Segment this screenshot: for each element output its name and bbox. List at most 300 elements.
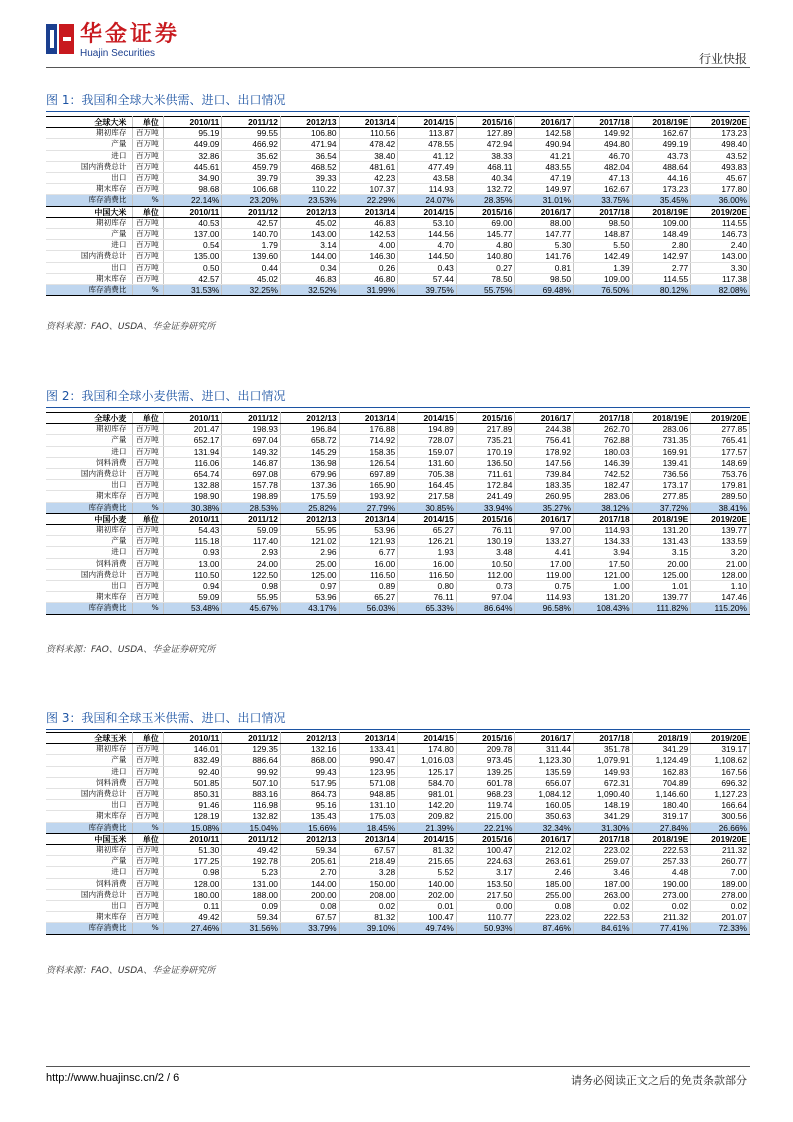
value-cell: 162.67 — [574, 184, 633, 195]
value-cell: 0.08 — [280, 901, 339, 912]
value-cell: 117.38 — [691, 273, 750, 284]
value-cell: 2013/14 — [339, 413, 398, 424]
unit-cell: 百万吨 — [133, 435, 163, 446]
value-cell: 177.25 — [163, 856, 222, 867]
value-cell: 2016/17 — [515, 206, 574, 217]
value-cell: 98.50 — [574, 217, 633, 228]
row-label: 进口 — [46, 150, 133, 161]
value-cell: 2018/19E — [632, 833, 691, 844]
value-cell: 38.12% — [574, 502, 633, 513]
figure-top-rule — [46, 111, 750, 112]
value-cell: 217.58 — [398, 491, 457, 502]
value-cell: 2010/11 — [163, 117, 222, 128]
value-cell: 109.00 — [632, 217, 691, 228]
value-cell: 130.19 — [456, 536, 515, 547]
value-cell: 139.60 — [222, 251, 281, 262]
value-cell: 159.07 — [398, 446, 457, 457]
value-cell: 948.85 — [339, 789, 398, 800]
value-cell: 1.10 — [691, 581, 750, 592]
value-cell: 139.41 — [632, 457, 691, 468]
value-cell: 46.80 — [339, 273, 398, 284]
table-header-row — [46, 513, 750, 524]
value-cell: 202.00 — [398, 889, 457, 900]
value-cell: 2018/19E — [632, 206, 691, 217]
value-cell: 133.59 — [691, 536, 750, 547]
unit-cell: 百万吨 — [133, 901, 163, 912]
value-cell: 136.50 — [456, 457, 515, 468]
value-cell: 679.96 — [280, 469, 339, 480]
table-row — [46, 592, 750, 603]
value-cell: 144.50 — [398, 251, 457, 262]
value-cell: 15.08% — [163, 822, 222, 833]
value-cell: 658.72 — [280, 435, 339, 446]
value-cell: 0.54 — [163, 240, 222, 251]
value-cell: 5.52 — [398, 867, 457, 878]
value-cell: 990.47 — [339, 755, 398, 766]
unit-cell: 百万吨 — [133, 128, 163, 139]
value-cell: 198.89 — [222, 491, 281, 502]
row-label: 出口 — [46, 581, 133, 592]
table-row — [46, 446, 750, 457]
value-cell: 2011/12 — [222, 833, 281, 844]
value-cell: 25.00 — [280, 558, 339, 569]
value-cell: 198.93 — [222, 424, 281, 435]
brand-name-en: Huajin Securities — [80, 48, 156, 59]
value-cell: 4.70 — [398, 240, 457, 251]
value-cell: 114.93 — [515, 592, 574, 603]
value-cell: 601.78 — [456, 777, 515, 788]
value-cell: 146.30 — [339, 251, 398, 262]
value-cell: 42.57 — [222, 217, 281, 228]
row-label: 出口 — [46, 800, 133, 811]
value-cell: 177.57 — [691, 446, 750, 457]
value-cell: 198.90 — [163, 491, 222, 502]
unit-cell: 百万吨 — [133, 845, 163, 856]
value-cell: 77.41% — [632, 923, 691, 934]
value-cell: 173.17 — [632, 480, 691, 491]
value-cell: 157.78 — [222, 480, 281, 491]
value-cell: 0.43 — [398, 262, 457, 273]
value-cell: 131.10 — [339, 800, 398, 811]
row-label: 出口 — [46, 901, 133, 912]
value-cell: 2019/20E — [691, 833, 750, 844]
value-cell: 1,079.91 — [574, 755, 633, 766]
value-cell: 80.12% — [632, 285, 691, 296]
value-cell: 36.00% — [691, 195, 750, 206]
value-cell: 0.02 — [574, 901, 633, 912]
value-cell: 1.00 — [574, 581, 633, 592]
value-cell: 40.34 — [456, 173, 515, 184]
value-cell: 145.77 — [456, 229, 515, 240]
source-note: 资料来源：FAO、USDA、华金证券研究所 — [46, 645, 216, 655]
row-label: 期末库存 — [46, 592, 133, 603]
unit-cell: 百万吨 — [133, 744, 163, 755]
value-cell: 2011/12 — [222, 206, 281, 217]
value-cell: 82.08% — [691, 285, 750, 296]
value-cell: 218.49 — [339, 856, 398, 867]
value-cell: 185.00 — [515, 878, 574, 889]
row-label: 进口 — [46, 867, 133, 878]
value-cell: 27.84% — [632, 822, 691, 833]
value-cell: 132.16 — [280, 744, 339, 755]
value-cell: 114.93 — [398, 184, 457, 195]
value-cell: 445.61 — [163, 161, 222, 172]
value-cell: 2017/18 — [574, 206, 633, 217]
value-cell: 255.00 — [515, 889, 574, 900]
value-cell: 283.06 — [574, 491, 633, 502]
value-cell: 114.55 — [691, 217, 750, 228]
value-cell: 0.73 — [456, 581, 515, 592]
table-row — [46, 184, 750, 195]
row-label: 出口 — [46, 173, 133, 184]
value-cell: 59.34 — [280, 845, 339, 856]
value-cell: 33.94% — [456, 502, 515, 513]
row-label: 期末库存 — [46, 273, 133, 284]
value-cell: 18.45% — [339, 822, 398, 833]
row-label: 期初库存 — [46, 744, 133, 755]
value-cell: 126.54 — [339, 457, 398, 468]
value-cell: 482.04 — [574, 161, 633, 172]
value-cell: 201.07 — [691, 912, 750, 923]
value-cell: 28.53% — [222, 502, 281, 513]
value-cell: 319.17 — [632, 811, 691, 822]
value-cell: 1,090.40 — [574, 789, 633, 800]
unit-cell: 百万吨 — [133, 867, 163, 878]
value-cell: 0.08 — [515, 901, 574, 912]
value-cell: 148.49 — [632, 229, 691, 240]
value-cell: 99.92 — [222, 766, 281, 777]
value-cell: 259.07 — [574, 856, 633, 867]
value-cell: 113.87 — [398, 128, 457, 139]
value-cell: 169.91 — [632, 446, 691, 457]
value-cell: 1.01 — [632, 581, 691, 592]
value-cell: 739.84 — [515, 469, 574, 480]
value-cell: 41.21 — [515, 150, 574, 161]
value-cell: 2013/14 — [339, 117, 398, 128]
value-cell: 2010/11 — [163, 513, 222, 524]
value-cell: 2011/12 — [222, 513, 281, 524]
value-cell: 0.11 — [163, 901, 222, 912]
value-cell: 0.02 — [339, 901, 398, 912]
value-cell: 742.52 — [574, 469, 633, 480]
value-cell: 7.00 — [691, 867, 750, 878]
value-cell: 142.53 — [339, 229, 398, 240]
value-cell: 2013/14 — [339, 833, 398, 844]
value-cell: 277.85 — [632, 491, 691, 502]
value-cell: 501.85 — [163, 777, 222, 788]
value-cell: 125.00 — [632, 569, 691, 580]
unit-cell: 单位 — [133, 117, 163, 128]
value-cell: 0.80 — [398, 581, 457, 592]
value-cell: 260.77 — [691, 856, 750, 867]
value-cell: 149.32 — [222, 446, 281, 457]
source-note: 资料来源：FAO、USDA、华金证券研究所 — [46, 322, 216, 332]
row-label: 库存消费比 — [46, 195, 133, 206]
row-label: 全球小麦 — [46, 413, 133, 424]
value-cell: 968.23 — [456, 789, 515, 800]
value-cell: 31.30% — [574, 822, 633, 833]
value-cell: 114.55 — [632, 273, 691, 284]
value-cell: 173.23 — [632, 184, 691, 195]
value-cell: 140.70 — [222, 229, 281, 240]
value-cell: 205.61 — [280, 856, 339, 867]
value-cell: 31.99% — [339, 285, 398, 296]
table-row — [46, 435, 750, 446]
unit-cell: 百万吨 — [133, 251, 163, 262]
value-cell: 762.88 — [574, 435, 633, 446]
data-table-corn — [46, 732, 750, 935]
table-row — [46, 766, 750, 777]
value-cell: 38.41% — [691, 502, 750, 513]
value-cell: 69.00 — [456, 217, 515, 228]
table-row — [46, 744, 750, 755]
value-cell: 189.00 — [691, 878, 750, 889]
value-cell: 2014/15 — [398, 833, 457, 844]
value-cell: 32.25% — [222, 285, 281, 296]
value-cell: 31.53% — [163, 285, 222, 296]
value-cell: 25.82% — [280, 502, 339, 513]
value-cell: 72.33% — [691, 923, 750, 934]
value-cell: 45.02 — [222, 273, 281, 284]
value-cell: 133.41 — [339, 744, 398, 755]
value-cell: 67.57 — [339, 845, 398, 856]
value-cell: 262.70 — [574, 424, 633, 435]
table-row — [46, 789, 750, 800]
value-cell: 53.48% — [163, 603, 222, 614]
table-row — [46, 161, 750, 172]
value-cell: 137.00 — [163, 229, 222, 240]
value-cell: 99.43 — [280, 766, 339, 777]
value-cell: 119.00 — [515, 569, 574, 580]
value-cell: 140.00 — [398, 878, 457, 889]
value-cell: 478.42 — [339, 139, 398, 150]
value-cell: 121.00 — [574, 569, 633, 580]
value-cell: 16.00 — [339, 558, 398, 569]
unit-cell: 百万吨 — [133, 558, 163, 569]
value-cell: 217.50 — [456, 889, 515, 900]
table-row — [46, 491, 750, 502]
row-label: 进口 — [46, 547, 133, 558]
table-row — [46, 845, 750, 856]
value-cell: 23.20% — [222, 195, 281, 206]
unit-cell: 百万吨 — [133, 273, 163, 284]
table-row — [46, 457, 750, 468]
value-cell: 5.30 — [515, 240, 574, 251]
value-cell: 84.61% — [574, 923, 633, 934]
value-cell: 472.94 — [456, 139, 515, 150]
value-cell: 2014/15 — [398, 733, 457, 744]
unit-cell: 百万吨 — [133, 889, 163, 900]
unit-cell: 百万吨 — [133, 217, 163, 228]
value-cell: 100.47 — [456, 845, 515, 856]
value-cell: 39.75% — [398, 285, 457, 296]
value-cell: 175.03 — [339, 811, 398, 822]
value-cell: 26.66% — [691, 822, 750, 833]
value-cell: 4.48 — [632, 867, 691, 878]
value-cell: 341.29 — [632, 744, 691, 755]
value-cell: 490.94 — [515, 139, 574, 150]
table-row — [46, 139, 750, 150]
row-label: 库存消费比 — [46, 603, 133, 614]
value-cell: 119.74 — [456, 800, 515, 811]
value-cell: 728.07 — [398, 435, 457, 446]
value-cell: 43.58 — [398, 173, 457, 184]
value-cell: 110.50 — [163, 569, 222, 580]
value-cell: 468.11 — [456, 161, 515, 172]
table-row — [46, 581, 750, 592]
value-cell: 350.63 — [515, 811, 574, 822]
unit-cell: 百万吨 — [133, 161, 163, 172]
value-cell: 459.79 — [222, 161, 281, 172]
value-cell: 2017/18 — [574, 513, 633, 524]
value-cell: 45.67% — [222, 603, 281, 614]
value-cell: 1,016.03 — [398, 755, 457, 766]
value-cell: 278.00 — [691, 889, 750, 900]
value-cell: 110.56 — [339, 128, 398, 139]
value-cell: 139.25 — [456, 766, 515, 777]
value-cell: 49.74% — [398, 923, 457, 934]
value-cell: 273.00 — [632, 889, 691, 900]
value-cell: 95.19 — [163, 128, 222, 139]
value-cell: 3.46 — [574, 867, 633, 878]
value-cell: 35.62 — [222, 150, 281, 161]
value-cell: 95.16 — [280, 800, 339, 811]
value-cell: 2015/16 — [456, 117, 515, 128]
value-cell: 88.00 — [515, 217, 574, 228]
unit-cell: % — [133, 822, 163, 833]
unit-cell: 百万吨 — [133, 173, 163, 184]
unit-cell: 百万吨 — [133, 581, 163, 592]
row-label: 国内消费总计 — [46, 789, 133, 800]
row-label: 期初库存 — [46, 128, 133, 139]
value-cell: 45.67 — [691, 173, 750, 184]
value-cell: 36.54 — [280, 150, 339, 161]
value-cell: 50.93% — [456, 923, 515, 934]
row-label: 国内消费总计 — [46, 469, 133, 480]
table-row — [46, 251, 750, 262]
value-cell: 209.78 — [456, 744, 515, 755]
value-cell: 2017/18 — [574, 733, 633, 744]
value-cell: 131.00 — [222, 878, 281, 889]
figure-title: 图 3：我国和全球玉米供需、进口、出口情况 — [46, 711, 286, 725]
row-label: 库存消费比 — [46, 285, 133, 296]
value-cell: 47.13 — [574, 173, 633, 184]
value-cell: 46.70 — [574, 150, 633, 161]
value-cell: 656.07 — [515, 777, 574, 788]
table-row — [46, 424, 750, 435]
stock-consumption-ratio-row — [46, 603, 750, 614]
value-cell: 41.12 — [398, 150, 457, 161]
value-cell: 2013/14 — [339, 513, 398, 524]
value-cell: 27.46% — [163, 923, 222, 934]
value-cell: 165.90 — [339, 480, 398, 491]
row-label: 中国小麦 — [46, 513, 133, 524]
value-cell: 147.77 — [515, 229, 574, 240]
data-table-wheat — [46, 412, 750, 615]
value-cell: 20.00 — [632, 558, 691, 569]
unit-cell: 百万吨 — [133, 592, 163, 603]
value-cell: 142.97 — [632, 251, 691, 262]
value-cell: 21.39% — [398, 822, 457, 833]
value-cell: 125.00 — [280, 569, 339, 580]
row-label: 出口 — [46, 480, 133, 491]
value-cell: 164.45 — [398, 480, 457, 491]
value-cell: 136.98 — [280, 457, 339, 468]
value-cell: 1.39 — [574, 262, 633, 273]
unit-cell: 百万吨 — [133, 789, 163, 800]
value-cell: 2019/20E — [691, 117, 750, 128]
row-label: 期初库存 — [46, 845, 133, 856]
value-cell: 483.55 — [515, 161, 574, 172]
value-cell: 59.09 — [163, 592, 222, 603]
value-cell: 108.43% — [574, 603, 633, 614]
table-header-row — [46, 117, 750, 128]
value-cell: 22.14% — [163, 195, 222, 206]
unit-cell: 百万吨 — [133, 457, 163, 468]
value-cell: 121.93 — [339, 536, 398, 547]
value-cell: 208.00 — [339, 889, 398, 900]
value-cell: 2014/15 — [398, 117, 457, 128]
value-cell: 146.01 — [163, 744, 222, 755]
value-cell: 173.23 — [691, 128, 750, 139]
value-cell: 166.64 — [691, 800, 750, 811]
value-cell: 0.81 — [515, 262, 574, 273]
row-label: 饲料消费 — [46, 558, 133, 569]
unit-cell: 百万吨 — [133, 139, 163, 150]
value-cell: 2017/18 — [574, 117, 633, 128]
unit-cell: 百万吨 — [133, 777, 163, 788]
table-row — [46, 229, 750, 240]
value-cell: 148.87 — [574, 229, 633, 240]
value-cell: 190.00 — [632, 878, 691, 889]
unit-cell: 百万吨 — [133, 240, 163, 251]
value-cell: 146.87 — [222, 457, 281, 468]
value-cell: 135.59 — [515, 766, 574, 777]
value-cell: 39.10% — [339, 923, 398, 934]
footer-divider — [46, 1066, 750, 1067]
value-cell: 2.46 — [515, 867, 574, 878]
unit-cell: 百万吨 — [133, 184, 163, 195]
value-cell: 144.00 — [280, 878, 339, 889]
value-cell: 131.20 — [632, 525, 691, 536]
value-cell: 32.52% — [280, 285, 339, 296]
value-cell: 3.94 — [574, 547, 633, 558]
value-cell: 147.46 — [691, 592, 750, 603]
table-row — [46, 811, 750, 822]
value-cell: 43.17% — [280, 603, 339, 614]
value-cell: 832.49 — [163, 755, 222, 766]
stock-consumption-ratio-row — [46, 502, 750, 513]
value-cell: 260.95 — [515, 491, 574, 502]
table-row — [46, 867, 750, 878]
value-cell: 2.80 — [632, 240, 691, 251]
value-cell: 39.33 — [280, 173, 339, 184]
value-cell: 180.03 — [574, 446, 633, 457]
value-cell: 81.32 — [398, 845, 457, 856]
row-label: 全球玉米 — [46, 733, 133, 744]
value-cell: 2015/16 — [456, 833, 515, 844]
value-cell: 2.70 — [280, 867, 339, 878]
value-cell: 162.83 — [632, 766, 691, 777]
value-cell: 183.35 — [515, 480, 574, 491]
value-cell: 17.00 — [515, 558, 574, 569]
value-cell: 37.72% — [632, 502, 691, 513]
value-cell: 92.40 — [163, 766, 222, 777]
value-cell: 498.40 — [691, 139, 750, 150]
unit-cell: 百万吨 — [133, 912, 163, 923]
value-cell: 56.03% — [339, 603, 398, 614]
value-cell: 468.52 — [280, 161, 339, 172]
